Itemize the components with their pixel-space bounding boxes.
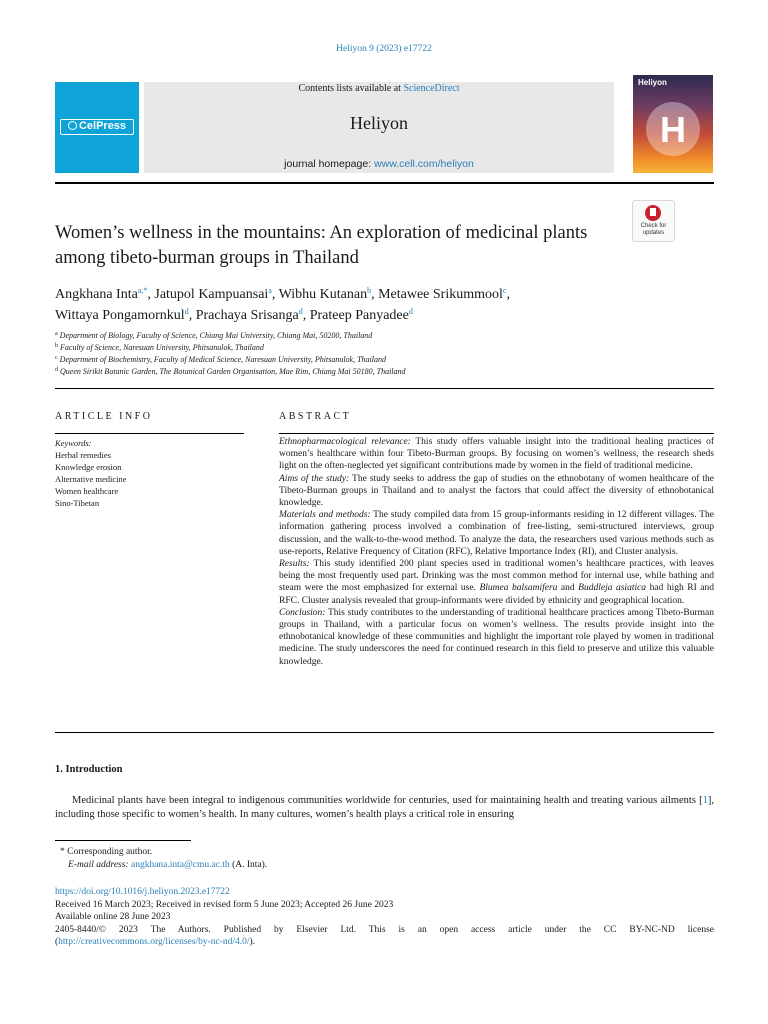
check-for-updates-label: Check for updates — [640, 223, 667, 236]
reference-link[interactable]: 1 — [702, 795, 708, 806]
abstract-rule — [279, 433, 714, 434]
keywords-list — [55, 437, 244, 509]
email-link[interactable]: angkhana.inta@cmu.ac.th — [130, 860, 230, 870]
author-name[interactable]: Wibhu Kutanan — [278, 287, 368, 302]
corresponding-author-note: * Corresponding author. — [60, 847, 153, 857]
license-statement: 2405-8440/© 2023 The Authors. Published by Elsevier Ltd. This is an open access article under the CC BY-NC-ND license — [55, 924, 714, 935]
abstract-heading: ABSTRACT — [279, 411, 352, 422]
cellpress-icon — [68, 121, 77, 130]
abstract-results: Results: This study identified 200 plant species used in traditional women’s healthcare practices, with leaves being the most frequently used part. Drinking was the most common method for internal use, while bathing and steam were the most emphasized for external use. Blumea balsamifera and Buddleja asiatica had high RI and RFC. Cluster analysis revealed that group-informants were divided by ethnicity and geographical location. — [279, 559, 714, 606]
license-url-line: (http://creativecommons.org/licenses/by-nc-nd/4.0/). — [55, 937, 256, 948]
cover-letter: H — [660, 109, 686, 150]
abstract-methods: Materials and methods: The study compiled data from 15 group-informants residing in 12 different villages. The information gathering process involved a combination of free-listing, semi-structured interviews, group discussion, and the walk-to-the-wood method. To analyze the data, the researchers used various methods such as use-reports, Relative Frequency of Citation (RFC), Relative Importance Index (RI), and Cluster analysis. — [279, 510, 714, 557]
keyword-item: Herbal remedies — [55, 450, 111, 460]
author-name[interactable]: Prateep Panyadee — [309, 308, 409, 323]
journal-header — [144, 82, 614, 173]
article-title: Women’s wellness in the mountains: An exploration of medicinal plants among tibeto-burman groups in Thailand — [55, 223, 588, 268]
section-divider — [55, 388, 714, 389]
cellpress-logo-text: CelPress — [60, 119, 134, 135]
introduction-heading: 1. Introduction — [55, 764, 123, 775]
journal-cover-image[interactable] — [633, 75, 713, 173]
affiliation-marker[interactable]: b — [367, 286, 372, 295]
author-name[interactable]: Angkhana Inta — [55, 287, 138, 302]
article-info-rule — [55, 433, 244, 434]
abstract-aims: Aims of the study: The study seeks to address the gap of studies on the ethnobotany of women healthcare of the Tibeto-Burman groups in Thailand and to analyst the factors that could affect the diversity of ethnobotanical knowledge. — [279, 473, 714, 509]
doi-link[interactable]: https://doi.org/10.1016/j.heliyon.2023.e17722 — [55, 887, 230, 897]
available-online: Available online 28 June 2023 — [55, 912, 171, 923]
article-info-heading: ARTICLE INFO — [55, 411, 153, 422]
author-name[interactable]: Jatupol Kampuansai — [154, 287, 269, 302]
footnotes — [60, 846, 660, 872]
abstract-bottom-divider — [55, 732, 714, 733]
contents-line: Contents lists available at ScienceDirect — [298, 83, 460, 94]
author-name[interactable]: Wittaya Pongamornkul — [55, 308, 185, 323]
sciencedirect-link[interactable]: ScienceDirect — [403, 83, 460, 94]
cover-title: Heliyon — [638, 78, 667, 87]
author-name[interactable]: Prachaya Srisanga — [195, 308, 299, 323]
affiliation-item: $^a$ Department of Biology, Faculty of Science, Chiang Mai University, Chiang Mai, 50200, Thailand — [55, 331, 373, 340]
journal-title: Heliyon — [350, 113, 408, 133]
journal-reference[interactable]: Heliyon 9 (2023) e17722 — [336, 44, 432, 54]
homepage-link[interactable]: www.cell.com/heliyon — [374, 158, 474, 170]
author-list: Angkhana Inta$^{a,*}$, Jatupol Kampuansai$^a$, Wibhu Kutanan$^b$, Metawee Srikummool$^c$, Wittaya Pongamornkul$^d$, Prachaya Srisanga$^d$, Prateep Panyadee$^d$ — [55, 286, 510, 323]
affiliation-marker[interactable]: a — [268, 286, 272, 295]
affiliation-item: $^c$ Department of Biochemistry, Faculty of Medical Science, Naresuan University, Phitsanulok, Thailand — [55, 355, 386, 364]
affiliation-marker[interactable]: d — [298, 307, 303, 316]
bookmark-icon — [645, 205, 661, 221]
author-name[interactable]: Metawee Srikummool — [378, 287, 503, 302]
affiliation-item: $^d$ Queen Sirikit Botanic Garden, The Botanical Garden Organisation, Mae Rim, Chiang Mai 50180, Thailand — [55, 367, 406, 376]
license-link[interactable]: http://creativecommons.org/licenses/by-nc-nd/4.0/ — [58, 937, 250, 948]
abstract-relevance: Ethnopharmacological relevance: This study offers valuable insight into the traditional healing practices of women’s healthcare within four Tibeto-Burman groups. By focusing on women’s wellness, the research sheds light on the often-neglected yet significant contributions made by women in the field of traditional medicine. — [279, 437, 714, 472]
affiliation-marker[interactable]: d — [184, 307, 189, 316]
check-for-updates-button[interactable] — [632, 200, 675, 242]
header-divider — [55, 182, 714, 184]
affiliation-marker[interactable]: a,* — [137, 286, 148, 295]
received-dates: Received 16 March 2023; Received in revised form 5 June 2023; Accepted 26 June 2023 — [55, 899, 394, 910]
introduction-body: Medicinal plants have been integral to indigenous communities worldwide for centuries, used for maintaining health and treating various ailments [1], including those specific to women’s health. In many cultures, women’s health plays a critical role in ensuring — [55, 795, 714, 820]
affiliations — [55, 330, 655, 378]
footnote-rule — [55, 840, 191, 841]
keyword-item: Alternative medicine — [55, 474, 127, 484]
affiliation-item: $^b$ Faculty of Science, Naresuan University, Phitsanulok, Thailand — [55, 343, 264, 352]
publication-info — [55, 886, 714, 949]
abstract-conclusion: Conclusion: This study contributes to the understanding of traditional healthcare practices among Tibeto-Burman groups in Thailand, with a particular focus on women’s wellness. The results provide insight into the ethnobotanical knowledge of these communities and highlight the important role played by women in traditional medicine. The study underscores the need for continued research in this field to preserve and utilize this valuable knowledge. — [279, 607, 714, 667]
abstract-body — [279, 436, 714, 668]
keyword-item: Sino-Tibetan — [55, 498, 100, 508]
keywords-label: Keywords: — [55, 438, 92, 448]
keyword-item: Knowledge erosion — [55, 462, 122, 472]
affiliation-marker[interactable]: d — [408, 307, 413, 316]
cellpress-logo[interactable] — [55, 82, 139, 173]
email-note: E-mail address: angkhana.inta@cmu.ac.th (A. Inta). — [68, 860, 268, 870]
affiliation-marker[interactable]: c — [502, 286, 507, 295]
keyword-item: Women healthcare — [55, 486, 119, 496]
homepage-line: journal homepage: www.cell.com/heliyon — [284, 158, 474, 170]
